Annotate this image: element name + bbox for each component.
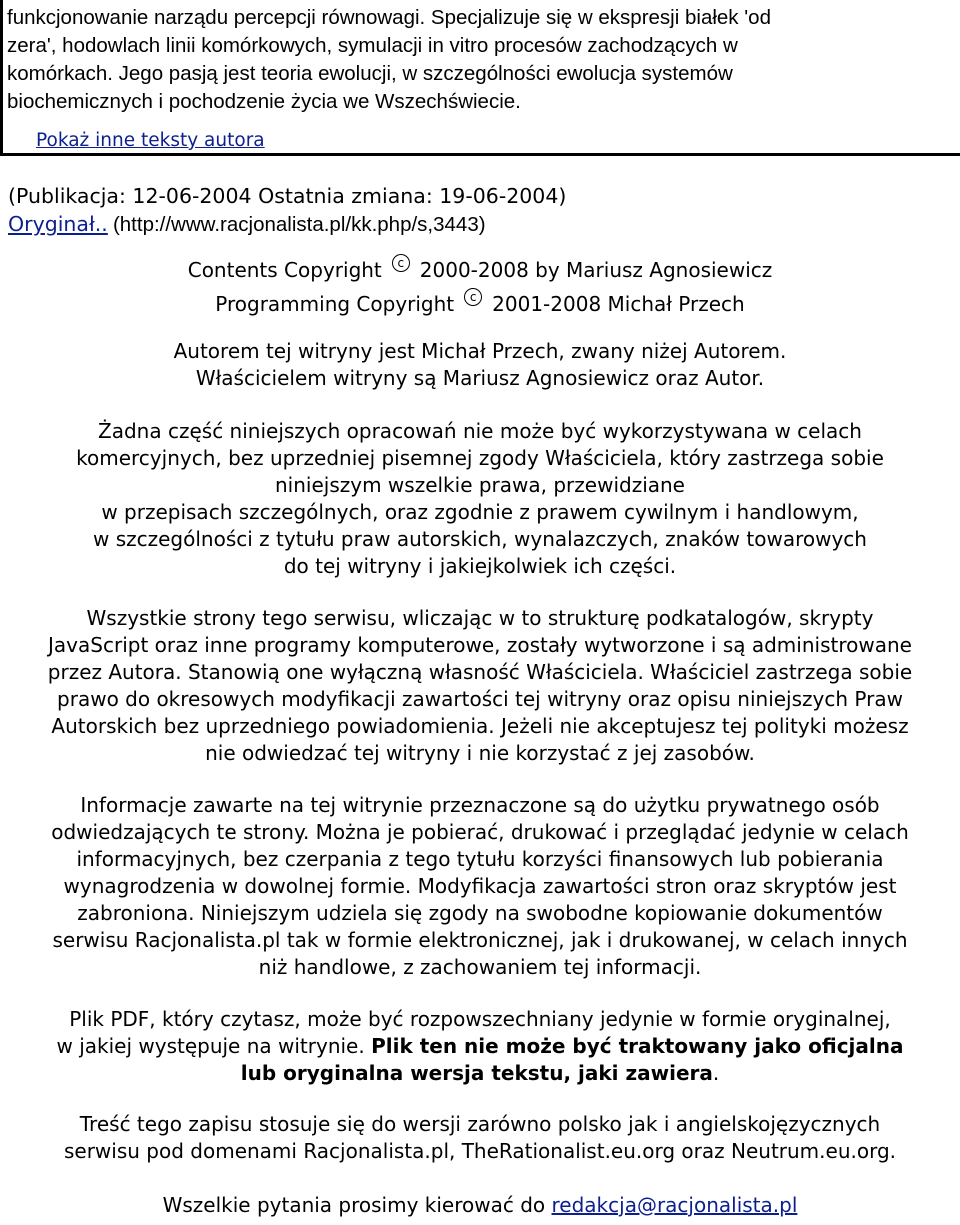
bio-line: funkcjonowanie narządu percepcji równowagi. Specjalizuje się w ekspresji białek 'od (7, 6, 771, 29)
pdf-notice-end: . (712, 1061, 720, 1085)
text-line: odwiedzających te strony. Można je pobierać, drukować i przeglądać jedynie w celach (51, 820, 909, 844)
text-line: Żadna część niniejszych opracowań nie może być wykorzystywana w celach (98, 419, 862, 443)
text-line: Autorskich bez uprzedniego powiadomienia. Jeżeli nie akceptujesz tej polityki możesz (51, 714, 909, 738)
text-line: serwisu pod domenami Racjonalista.pl, TheRationalist.eu.org oraz Neutrum.eu.org. (63, 1139, 897, 1163)
more-author-texts-link[interactable]: Pokaż inne teksty autora (36, 130, 265, 151)
contents-copyright-suffix: 2000-2008 by Mariusz Agnosiewicz (419, 258, 773, 282)
domains-paragraph (0, 1111, 960, 1165)
text-line: Wszystkie strony tego serwisu, wliczając w to strukturę podkatalogów, skrypty (86, 606, 874, 630)
programming-copyright-prefix: Programming Copyright (215, 292, 455, 316)
text-line: JavaScript oraz inne programy komputerowe, zostały wytworzone i są administrowane (48, 633, 912, 657)
text-line: serwisu Racjonalista.pl tak w formie elektronicznej, jak i drukowanej, w celach innych (52, 928, 908, 952)
text-line: Treść tego zapisu stosuje się do wersji zarówno polsko jak i angielskojęzycznych (79, 1112, 881, 1136)
author-box (0, 0, 960, 156)
private-use-paragraph (0, 792, 960, 981)
text-line: prawo do okresowych modyfikacji zawartości tej witryny oraz opisu niniejszych Praw (57, 687, 903, 711)
text-line: Informacje zawarte na tej witrynie przeznaczone są do użytku prywatnego osób (80, 793, 880, 817)
copyright-block (0, 254, 960, 318)
pdf-notice-plain: w jakiej występuje na witrynie. (56, 1034, 365, 1058)
text-line: Właścicielem witryny są Mariusz Agnosiewicz oraz Autor. (195, 366, 765, 390)
bio-line: komórkach. Jego pasją jest teoria ewolucji, w szczególności ewolucja systemów (7, 62, 733, 85)
text-line: informacyjnych, bez czerpania z tego tytułu korzyści finansowych lub pobierania (76, 847, 884, 871)
text-line (0, 1033, 960, 1060)
contact-email-link[interactable]: redakcja@racjonalista.pl (551, 1193, 798, 1217)
text-line (0, 1060, 960, 1087)
programming-copyright (0, 288, 960, 318)
text-line: w przepisach szczególnych, oraz zgodnie z prawem cywilnym i handlowym, (101, 500, 859, 524)
contents-copyright-prefix: Contents Copyright (187, 258, 382, 282)
programming-copyright-suffix: 2001-2008 Michał Przech (492, 292, 745, 316)
contact-prefix: Wszelkie pytania prosimy kierować do (162, 1193, 546, 1217)
contents-copyright (0, 254, 960, 284)
original-link[interactable]: Oryginał.. (8, 212, 108, 236)
contact-line (0, 1192, 960, 1219)
original-line (8, 210, 486, 239)
copyright-icon: c (464, 288, 482, 306)
text-line: w szczególności z tytułu praw autorskich, wynalazczych, znaków towarowych (93, 527, 867, 551)
text-line: wynagrodzenia w dowolnej formie. Modyfikacja zawartości stron oraz skryptów jest (63, 874, 897, 898)
text-line: niniejszym wszelkie prawa, przewidziane (275, 473, 685, 497)
copyright-icon: c (392, 254, 410, 272)
pdf-notice-bold: Plik ten nie może być traktowany jako oficjalna (371, 1034, 904, 1058)
text-line: Plik PDF, który czytasz, może być rozpowszechniany jedynie w formie oryginalnej, (69, 1007, 891, 1031)
restriction-paragraph (0, 418, 960, 580)
ownership-block (0, 338, 960, 392)
text-line: niż handlowe, z zachowaniem tej informacji. (258, 955, 702, 979)
text-line: Autorem tej witryny jest Michał Przech, zwany niżej Autorem. (173, 339, 787, 363)
text-line: zabroniona. Niniejszym udziela się zgody na swobodne kopiowanie dokumentów (77, 901, 883, 925)
bio-line: zera', hodowlach linii komórkowych, symulacji in vitro procesów zachodzących w (7, 34, 738, 57)
original-url: (http://www.racjonalista.pl/kk.php/s,3443) (112, 213, 486, 236)
publication-info: (Publikacja: 12-06-2004 Ostatnia zmiana: 19-06-2004) (8, 184, 567, 208)
text-line: do tej witryny i jakiejkolwiek ich części. (283, 554, 677, 578)
text-line: komercyjnych, bez uprzedniej pisemnej zgody Właściciela, który zastrzega sobie (76, 446, 884, 470)
bio-line: biochemicznych i pochodzenie życia we Wszechświecie. (7, 90, 521, 113)
text-line: nie odwiedzać tej witryny i nie korzystać z jej zasobów. (205, 741, 755, 765)
text-line: przez Autora. Stanowią one wyłączną własność Właściciela. Właściciel zastrzega sobie (47, 660, 913, 684)
author-bio (7, 4, 947, 116)
pdf-notice-paragraph (0, 1006, 960, 1087)
site-rights-paragraph (0, 605, 960, 767)
pdf-notice-bold: lub oryginalna wersja tekstu, jaki zawiera (240, 1061, 713, 1085)
